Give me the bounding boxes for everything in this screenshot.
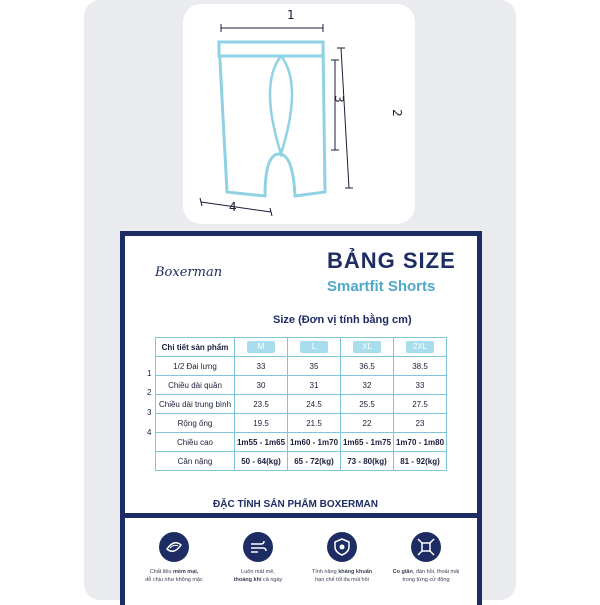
table-cell: 21.5 [288,414,341,433]
dimension-label-2: 2 [389,109,404,117]
feature-item: Tính năng kháng khuẩn hạn chế tối đa mùi hôi [305,532,379,584]
row-number: 4 [147,428,152,437]
dimension-label-3: 3 [331,95,346,103]
column-header-size: 2XL [394,338,447,357]
table-cell: 1m60 - 1m70 [288,433,341,452]
table-cell: 31 [288,376,341,395]
table-cell: 22 [341,414,394,433]
table-cell: 1m70 - 1m80 [394,433,447,452]
column-header-size: XL [341,338,394,357]
table-cell: 33 [235,357,288,376]
row-number: 1 [147,369,152,378]
brand-logo: Boxerman [155,265,223,280]
row-number: 2 [147,388,152,397]
column-header-size: M [235,338,288,357]
row-label: Chiều cao [156,433,235,452]
table-cell: 19.5 [235,414,288,433]
table-row [156,357,447,376]
waistband [219,42,323,56]
table-cell: 23 [394,414,447,433]
table-row [156,414,447,433]
fabric-icon [159,532,189,562]
table-cell: 32 [341,376,394,395]
row-label: Rộng ống [156,414,235,433]
table-cell: 24.5 [288,395,341,414]
row-label: Chiều dài trung bình [156,395,235,414]
antibacterial-icon [327,532,357,562]
row-label: Chiều dài quần [156,376,235,395]
feature-item: Chất liệu mềm mại, dễ chịu như không mặc [137,532,211,584]
wind-icon [243,532,273,562]
row-label: 1/2 Đai lưng [156,357,235,376]
table-cell: 33 [394,376,447,395]
table-cell: 23.5 [235,395,288,414]
features-box [120,513,482,605]
table-cell: 27.5 [394,395,447,414]
page-title: BẢNG SIZE [327,248,456,273]
features-title: ĐẶC TÍNH SẢN PHẨM BOXERMAN [213,499,378,510]
table-cell: 1m65 - 1m75 [341,433,394,452]
table-row [156,395,447,414]
table-cell: 25.5 [341,395,394,414]
size-chart-sheet [120,231,482,600]
table-cell: 30 [235,376,288,395]
column-header-detail: Chi tiết sản phẩm [156,338,235,357]
dimension-line-2 [341,48,349,188]
size-diagram-card [183,4,415,224]
table-cell: 36.5 [341,357,394,376]
size-table [155,337,447,471]
dimension-label-4: 4 [229,200,237,214]
table-cell: 50 - 64(kg) [235,452,288,471]
page-subtitle: Smartfit Shorts [327,278,436,295]
feature-item: Luôn mát mẻ, thoáng khí cả ngày [221,532,295,584]
row-number: 3 [147,408,152,417]
dimension-label-1: 1 [287,8,295,22]
table-cell: 81 - 92(kg) [394,452,447,471]
table-cell: 65 - 72(kg) [288,452,341,471]
table-cell: 73 - 80(kg) [341,452,394,471]
table-cell: 35 [288,357,341,376]
stretch-icon [411,532,441,562]
table-cell: 38.5 [394,357,447,376]
table-cell: 1m55 - 1m65 [235,433,288,452]
table-title: Size (Đơn vị tính bằng cm) [273,314,412,326]
row-label: Cân nặng [156,452,235,471]
column-header-size: L [288,338,341,357]
shorts-diagram [183,4,415,224]
feature-item: Co giãn, đàn hồi, thoải mái trong từng cử động [389,532,463,584]
table-row [156,452,447,471]
table-row [156,376,447,395]
table-header-row [156,338,447,357]
table-row [156,433,447,452]
